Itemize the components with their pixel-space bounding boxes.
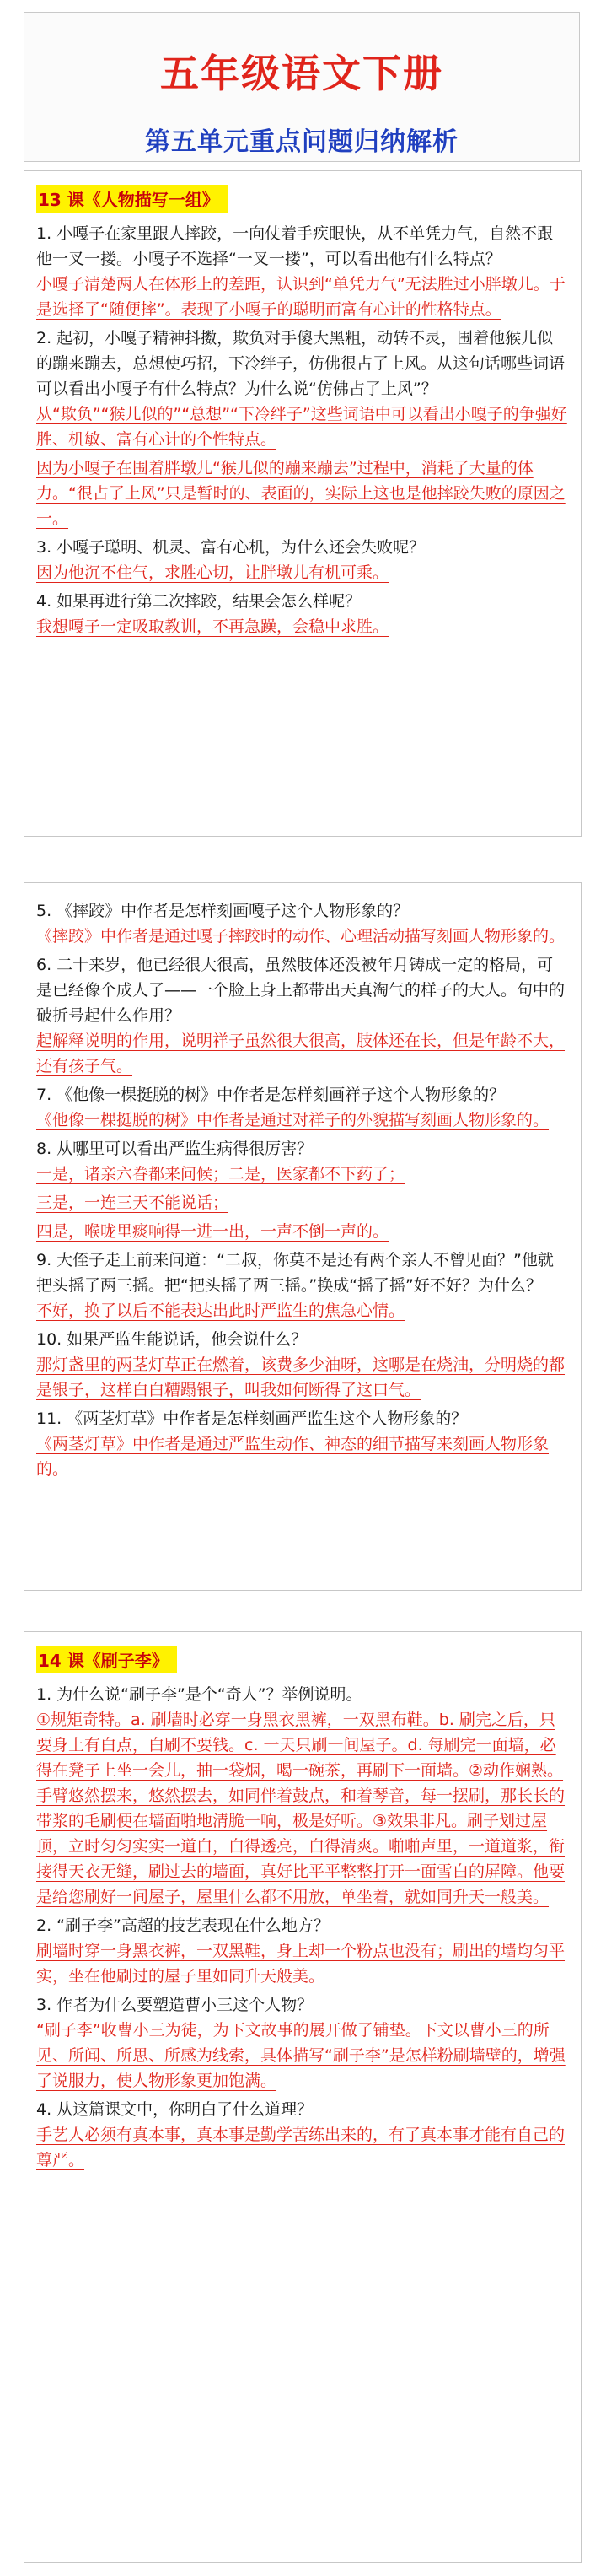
question-text: 9. 大侄子走上前来问道：“二叔，你莫不是还有两个亲人不曾见面？”他就把头摇了两三摇。把“把头摇了两三摇。”换成“摇了摇”好不好？为什么？: [36, 1251, 554, 1295]
answer-text: 刷墙时穿一身黑衣裤，一双黑鞋，身上却一个粉点也没有；刷出的墙均匀平实，坐在他刷过的屋子里如同升天般美。: [36, 1942, 566, 1986]
answer-text: 因为他沉不住气，求胜心切，让胖墩儿有机可乘。: [36, 563, 389, 582]
lesson-title: 13 课《人物描写一组》: [36, 185, 228, 213]
question-text: 7. 《他像一棵挺脱的树》中作者是怎样刻画祥子这个人物形象的？: [36, 1086, 506, 1104]
question-text: 4. 从这篇课文中，你明白了什么道理？: [36, 2100, 314, 2119]
answer-text: ①规矩奇特。a. 刷墙时必穿一身黑衣黑裤，一双黑布鞋。b. 刷完之后，只要身上有白点，白刷不要钱。c. 一天只刷一间屋子。d. 每刷完一面墙，必得在凳子上坐一会儿，抽一袋烟，喝一碗茶，再刷下一面墙。②动作娴熟。手臂悠然摆来，悠然摆去，如同伴着鼓点，和着琴音，每一摆刷，那长长的带浆的毛刷便在墙面啪地清脆一响，极是好听。③效果非凡。刷子划过屋顶，立时匀匀实实一道白，白得透亮，白得清爽。啪啪声里，一道道浆，衔接得天衣无缝，刷过去的墙面，真好比平平整整打开一面雪白的屏障。他要是给您刷好一间屋子，屋里什么都不用放，单坐着，就如同升天一般美。: [36, 1711, 566, 1906]
answer-text: 四是，喉咙里痰响得一进一出，一声不倒一声的。: [36, 1222, 389, 1241]
question-text: 4. 如果再进行第二次摔跤，结果会怎么样呢？: [36, 592, 362, 611]
answer-text: “刷子李”收曹小三为徒，为下文故事的展开做了铺垫。下文以曹小三的所见、所闻、所思、所感为线索，具体描写“刷子李”是怎样粉刷墙壁的，增强了说服力，使人物形象更加饱满。: [36, 2021, 566, 2090]
question-text: 3. 作者为什么要塑造曹小三这个人物？: [36, 1996, 314, 2014]
lesson-title: 14 课《刷子李》: [36, 1646, 177, 1673]
question-text: 10. 如果严监生能说话，他会说什么？: [36, 1330, 308, 1349]
question-text: 1. 为什么说“刷子李”是个“奇人”？举例说明。: [36, 1685, 362, 1704]
question-text: 3. 小嘎子聪明、机灵、富有心机，为什么还会失败呢？: [36, 538, 426, 557]
answer-text: 从“欺负”“猴儿似的”“总想”“下冷绊子”这些词语中可以看出小嘎子的争强好胜、机敏、富有心计的个性特点。: [36, 405, 567, 449]
answer-text: 小嘎子清楚两人在体形上的差距，认识到“单凭力气”无法胜过小胖墩儿。于是选择了“随便摔”。表现了小嘎子的聪明而富有心计的性格特点。: [36, 275, 566, 319]
answer-text: 那灯盏里的两茎灯草正在燃着，该费多少油呀，这哪是在烧油，分明烧的都是银子，这样白白糟蹋银子，叫我如何断得了这口气。: [36, 1355, 566, 1399]
answer-text: 我想嘎子一定吸取教训，不再急躁，会稳中求胜。: [36, 617, 389, 636]
question-text: 11. 《两茎灯草》中作者是怎样刻画严监生这个人物形象的？: [36, 1409, 468, 1428]
answer-text: 《摔跤》中作者是通过嘎子摔跤时的动作、心理活动描写刻画人物形象的。: [36, 927, 566, 946]
answer-text: 因为小嘎子在围着胖墩儿“猴儿似的蹦来蹦去”过程中，消耗了大量的体力。“很占了上风”只是暂时的、表面的，实际上这也是他摔跤失败的原因之一。: [36, 459, 566, 528]
header-card: [24, 12, 580, 162]
answer-text: 三是，一连三天不能说话；: [36, 1194, 229, 1212]
question-text: 8. 从哪里可以看出严监生病得很厉害？: [36, 1140, 314, 1158]
answer-text: 《他像一棵挺脱的树》中作者是通过对祥子的外貌描写刻画人物形象的。: [36, 1111, 550, 1129]
question-text: 1. 小嘎子在家里跟人摔跤，一向仗着手疾眼快，从不单凭力气，自然不跟他一叉一搂。小嘎子不选择“一叉一搂”，可以看出他有什么特点？: [36, 224, 554, 268]
section-lesson-13-continued: [24, 882, 582, 1591]
question-text: 2. “刷子李”高超的技艺表现在什么地方？: [36, 1916, 330, 1935]
answer-text: 起解释说明的作用，说明祥子虽然很大很高，肢体还在长，但是年龄不大，还有孩子气。: [36, 1032, 566, 1075]
question-text: 6. 二十来岁，他已经很大很高，虽然肢体还没被年月铸成一定的格局，可是已经像个成人了——一个脸上身上都带出天真淘气的样子的大人。句中的破折号起什么作用？: [36, 956, 566, 1025]
section-lesson-14: [24, 1631, 582, 2563]
page-subtitle: 第五单元重点问题归纳解析: [145, 127, 459, 157]
answer-text: 一是，诸亲六眷都来问候；二是，医家都不下药了；: [36, 1165, 405, 1183]
question-text: 2. 起初，小嘎子精神抖擞，欺负对手傻大黑粗，动转不灵，围着他猴儿似的蹦来蹦去，总想使巧招，下冷绊子，仿佛很占了上风。从这句话哪些词语可以看出小嘎子有什么特点？为什么说“仿佛占了上风”？: [36, 329, 566, 398]
page-title: 五年级语文下册: [160, 51, 443, 96]
question-text: 5. 《摔跤》中作者是怎样刻画嘎子这个人物形象的？: [36, 902, 410, 920]
answer-text: 不好，换了以后不能表达出此时严监生的焦急心情。: [36, 1301, 405, 1320]
section-lesson-13: [24, 170, 582, 837]
answer-text: 手艺人必须有真本事，真本事是勤学苦练出来的，有了真本事才能有自己的尊严。: [36, 2126, 566, 2169]
answer-text: 《两茎灯草》中作者是通过严监生动作、神态的细节描写来刻画人物形象的。: [36, 1435, 550, 1479]
